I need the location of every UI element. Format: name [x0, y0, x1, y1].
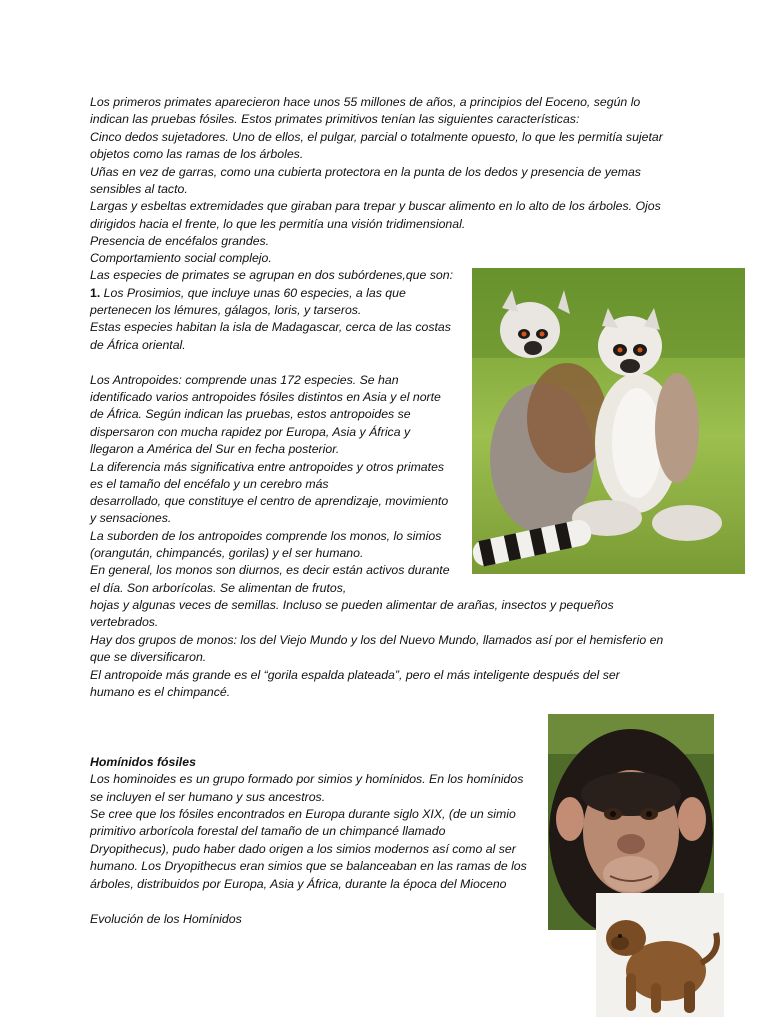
dryopithecus-illustration: [596, 893, 724, 1017]
text-line: árboles, distribuidos por Europa, Asia y África, durante la época del Mioceno: [90, 877, 507, 891]
dryopithecus-drawing: [596, 893, 724, 1017]
text-line: hojas y algunas veces de semillas. Incluso se pueden alimentar de arañas, insectos y pequeños: [90, 598, 614, 612]
text-line: es el tamaño del encéfalo y un cerebro más: [90, 477, 329, 491]
text-line: Hay dos grupos de monos: los del Viejo Mundo y los del Nuevo Mundo, llamados así por el hemisferio en: [90, 633, 664, 647]
closing-line: Evolución de los Homínidos: [90, 912, 242, 926]
text-line: que se diversificaron.: [90, 650, 207, 664]
text-line: Los Antropoides: comprende unas 172 especies. Se han: [90, 373, 399, 387]
text-line: dispersaron con mucha rapidez por Europa, Asia y África y: [90, 425, 411, 439]
text-line: La suborden de los antropoides comprende los monos, lo simios: [90, 529, 442, 543]
text-line: y sensaciones.: [90, 511, 172, 525]
list-number: 1.: [90, 286, 101, 300]
text-line: primitivo arborícola forestal del tamaño de un chimpancé llamado: [90, 824, 446, 838]
text-line: desarrollado, que constituye el centro de aprendizaje, movimiento: [90, 494, 449, 508]
text-line: Dryopithecus), pudo haber dado origen a los simios modernos así como al ser: [90, 842, 516, 856]
text-line: Se cree que los fósiles encontrados en Europa durante siglo XIX, (de un simio: [90, 807, 516, 821]
lemurs-illustration: [472, 268, 745, 574]
text-line: Cinco dedos sujetadores. Uno de ellos, el pulgar, parcial o totalmente opuesto, lo que les permitía sujetar: [90, 130, 663, 144]
text-line: [90, 285, 406, 302]
text-line: Los primeros primates aparecieron hace unos 55 millones de años, a principios del Eoceno, según lo: [90, 95, 641, 109]
text-line: Las especies de primates se agrupan en dos subórdenes,que son:: [90, 268, 453, 282]
prosimios-text: Los Prosimios, que incluye unas 60 especies, a las que: [100, 286, 406, 300]
text-line: humano es el chimpancé.: [90, 685, 231, 699]
lemurs-photo: [472, 268, 745, 574]
text-line: En general, los monos son diurnos, es decir están activos durante: [90, 563, 450, 577]
text-line: Comportamiento social complejo.: [90, 251, 272, 265]
text-line: Los hominoides es un grupo formado por simios y homínidos. En los homínidos: [90, 772, 524, 786]
text-line: Presencia de encéfalos grandes.: [90, 234, 270, 248]
text-line: La diferencia más significativa entre antropoides y otros primates: [90, 460, 445, 474]
text-line: se incluyen el ser humano y sus ancestros.: [90, 790, 326, 804]
text-line: vertebrados.: [90, 615, 159, 629]
text-line: de África. Según indican las pruebas, estos antropoides se: [90, 407, 411, 421]
text-line: el día. Son arborícolas. Se alimentan de frutos,: [90, 581, 347, 595]
text-line: (orangután, chimpancés, gorilas) y el ser humano.: [90, 546, 364, 560]
section-heading: Homínidos fósiles: [90, 755, 196, 769]
text-line: Estas especies habitan la isla de Madagascar, cerca de las costas: [90, 320, 451, 334]
text-line: dirigidos hacia el frente, lo que les permitía una visión tridimensional.: [90, 217, 466, 231]
text-line: pertenecen los lémures, gálagos, loris, y tarseros.: [90, 303, 362, 317]
text-line: Uñas en vez de garras, como una cubierta protectora en la punta de los dedos y presencia de yemas: [90, 165, 641, 179]
text-line: humano. Los Dryopithecus eran simios que se balanceaban en las ramas de los: [90, 859, 527, 873]
text-line: objetos como las ramas de los árboles.: [90, 147, 304, 161]
text-line: El antropoide más grande es el “gorila espalda plateada”, pero el más inteligente después del ser: [90, 668, 620, 682]
text-line: identificado varios antropoides fósiles distintos en Asia y el norte: [90, 390, 441, 404]
text-line: indican las pruebas fósiles. Estos primates primitivos tenían las siguientes características:: [90, 112, 580, 126]
text-line: llegaron a América del Sur en fecha posterior.: [90, 442, 340, 456]
text-line: sensibles al tacto.: [90, 182, 188, 196]
text-line: de África oriental.: [90, 338, 186, 352]
text-line: Largas y esbeltas extremidades que giraban para trepar y buscar alimento en lo alto de los árboles. Ojos: [90, 199, 661, 213]
